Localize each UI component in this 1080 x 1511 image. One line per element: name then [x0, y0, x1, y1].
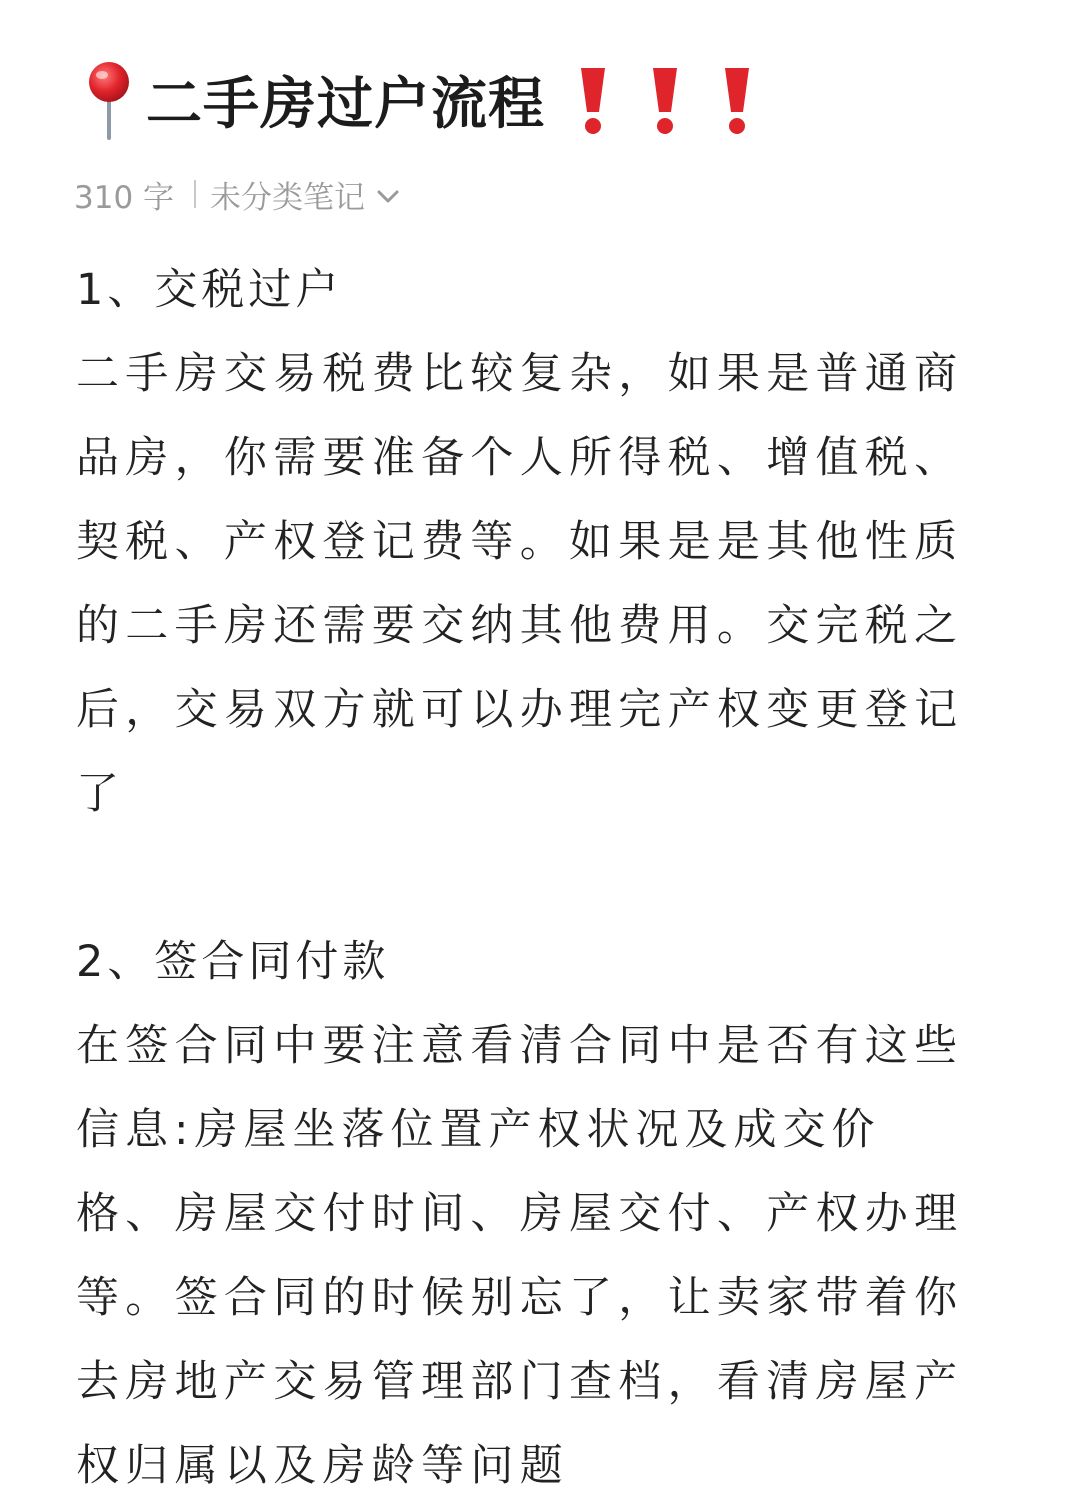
body-line: 信息:房屋坐落位置产权状况及成交价: [76, 1105, 881, 1155]
category-selector[interactable]: [210, 172, 401, 217]
note-title: 二手房过户流程: [146, 72, 545, 137]
body-line: 的二手房还需要交纳其他费用。交完税之: [76, 601, 964, 651]
body-line: 品房，你需要准备个人所得税、增值税、: [76, 433, 964, 483]
exclamation-icon: [645, 64, 685, 136]
section-contract-payment: [76, 920, 1016, 1508]
exclamation-icon: [573, 64, 613, 136]
body-line: 了: [76, 769, 126, 819]
section-heading: 2、签合同付款: [76, 937, 390, 987]
body-line: 去房地产交易管理部门查档，看清房屋产: [76, 1357, 964, 1407]
note-meta: [74, 170, 401, 218]
body-line: 等。签合同的时候别忘了，让卖家带着你: [76, 1273, 964, 1323]
round-pushpin-icon: [80, 60, 138, 140]
exclamation-icon: [717, 64, 757, 136]
body-line: 权归属以及房龄等问题: [76, 1441, 569, 1491]
note-title-row: [80, 58, 757, 142]
body-line: 后，交易双方就可以办理完产权变更登记: [76, 685, 964, 735]
chevron-down-icon: [375, 181, 401, 207]
section-tax-transfer: [76, 248, 1016, 836]
body-line: 在签合同中要注意看清合同中是否有这些: [76, 1021, 964, 1071]
body-line: 二手房交易税费比较复杂，如果是普通商: [76, 349, 964, 399]
category-label: 未分类笔记: [210, 179, 366, 216]
body-line: 契税、产权登记费等。如果是是其他性质: [76, 517, 964, 567]
body-line: 格、房屋交付时间、房屋交付、产权办理: [76, 1189, 964, 1239]
word-count: 310 字: [74, 179, 175, 216]
section-heading: 1、交税过户: [76, 265, 343, 315]
meta-divider: [194, 180, 196, 208]
